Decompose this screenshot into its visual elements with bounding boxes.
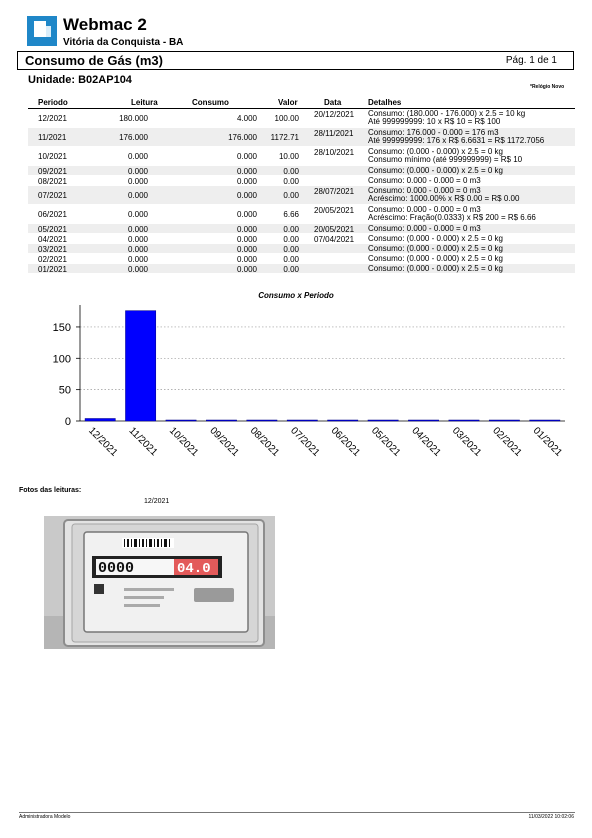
x-tick-label: 02/2021 — [490, 425, 524, 459]
cell-detalhes — [368, 206, 536, 222]
cell-leitura: 0.000 — [127, 152, 148, 161]
detail-line: Consumo: (0.000 - 0.000) x 2.5 = 0 kg — [368, 254, 503, 263]
table-row — [28, 166, 575, 175]
col-header-leitura: Leitura — [131, 98, 158, 107]
detail-line: Até 999999999: 10 x R$ 10 = R$ 100 — [368, 117, 501, 126]
footer-timestamp: 11/03/2022 10:02:06 — [528, 814, 574, 820]
cell-consumo: 0.000 — [236, 152, 257, 161]
bar — [125, 311, 155, 421]
cell-periodo: 08/2021 — [38, 177, 67, 186]
cell-data: 20/05/2021 — [314, 225, 355, 234]
table-row — [28, 128, 575, 146]
bar — [489, 420, 519, 421]
table-row — [28, 264, 575, 273]
detail-line: Consumo: (0.000 - 0.000) x 2.5 = 0 kg — [368, 234, 503, 243]
cell-periodo: 05/2021 — [38, 225, 67, 234]
detail-line: Consumo mínimo (até 999999999) = R$ 10 — [368, 155, 523, 164]
y-tick-label: 0 — [64, 416, 71, 428]
col-header-valor: Valor — [278, 98, 298, 107]
cell-consumo: 0.000 — [236, 167, 257, 176]
cell-detalhes — [368, 110, 525, 126]
col-header-periodo: Periodo — [38, 98, 68, 107]
cell-leitura: 0.000 — [127, 225, 148, 234]
cell-periodo: 03/2021 — [38, 245, 67, 254]
table-row — [28, 234, 575, 243]
x-tick-label: 11/2021 — [126, 425, 160, 459]
cell-leitura: 0.000 — [127, 177, 148, 186]
cell-detalhes — [368, 245, 503, 253]
detail-line: Até 999999999: 176 x R$ 6.6631 = R$ 1172.7056 — [368, 136, 545, 145]
meter-photo — [44, 516, 275, 649]
cell-detalhes — [368, 177, 481, 185]
cell-periodo: 06/2021 — [38, 210, 67, 219]
cell-periodo: 10/2021 — [38, 152, 67, 161]
cell-detalhes — [368, 225, 481, 233]
col-header-detalhes: Detalhes — [368, 98, 402, 107]
cell-valor: 100.00 — [274, 114, 299, 123]
x-tick-label: 08/2021 — [247, 425, 282, 459]
bar — [166, 420, 196, 421]
y-tick-label: 150 — [52, 321, 71, 334]
cell-valor: 6.66 — [283, 210, 299, 219]
cell-data: 28/10/2021 — [314, 148, 355, 157]
footer-rule — [19, 812, 575, 813]
table-row — [28, 176, 575, 185]
cell-leitura: 0.000 — [127, 191, 148, 200]
cell-leitura: 0.000 — [127, 210, 148, 219]
cell-consumo: 0.000 — [236, 177, 257, 186]
detail-line: Consumo: 176.000 - 0.000 = 176 m3 — [368, 128, 499, 137]
cell-valor: 0.00 — [283, 245, 299, 254]
unit-label: Unidade: B02AP104 — [28, 74, 132, 86]
cell-valor: 0.00 — [283, 235, 299, 244]
cell-leitura: 0.000 — [127, 255, 148, 264]
cell-valor: 0.00 — [283, 167, 299, 176]
bar — [85, 418, 115, 421]
bar — [287, 420, 317, 421]
cell-data: 20/05/2021 — [314, 206, 355, 215]
consumption-chart — [0, 300, 592, 475]
cell-data: 28/07/2021 — [314, 187, 355, 196]
col-header-consumo: Consumo — [192, 98, 229, 107]
bar — [247, 420, 277, 421]
report-title: Consumo de Gás (m3) — [25, 53, 163, 68]
cell-valor: 0.00 — [283, 191, 299, 200]
table-row — [28, 147, 575, 165]
x-tick-label: 05/2021 — [369, 425, 403, 459]
meter-digits: 0000 — [98, 560, 135, 577]
building-annex-icon — [46, 26, 51, 37]
page-number: Pág. 1 de 1 — [505, 55, 557, 66]
detail-line: Consumo: (0.000 - 0.000) x 2.5 = 0 kg — [368, 166, 503, 175]
detail-line: Consumo: (0.000 - 0.000) x 2.5 = 0 kg — [368, 264, 503, 273]
company-logo — [27, 16, 57, 46]
cell-valor: 0.00 — [283, 265, 299, 274]
x-tick-label: 07/2021 — [288, 425, 322, 459]
app-title: Webmac 2 — [63, 15, 147, 34]
cell-leitura: 0.000 — [127, 265, 148, 274]
cell-consumo: 0.000 — [236, 235, 257, 244]
x-tick-label: 04/2021 — [409, 425, 443, 459]
report-title-box — [17, 51, 574, 70]
detail-line: Consumo: (0.000 - 0.000) x 2.5 = 0 kg — [368, 147, 503, 156]
meter-note: *Relógio Novo — [530, 84, 565, 90]
bar — [408, 420, 438, 421]
cell-detalhes — [368, 255, 503, 263]
bar — [368, 420, 398, 421]
col-header-data: Data — [324, 98, 342, 107]
table-row — [28, 224, 575, 233]
photos-label: Fotos das leituras: — [19, 487, 82, 494]
y-tick-label: 100 — [52, 353, 71, 366]
city-subtitle: Vitória da Conquista - BA — [63, 37, 184, 48]
x-tick-label: 09/2021 — [207, 425, 241, 459]
cell-detalhes — [368, 235, 503, 243]
cell-leitura: 180.000 — [119, 114, 148, 123]
cell-consumo: 0.000 — [236, 210, 257, 219]
cell-consumo: 0.000 — [236, 225, 257, 234]
x-tick-label: 12/2021 — [86, 425, 120, 459]
cell-valor: 0.00 — [283, 225, 299, 234]
cell-consumo: 176.000 — [228, 133, 257, 142]
cell-data: 28/11/2021 — [314, 129, 354, 138]
cell-valor: 0.00 — [283, 255, 299, 264]
cell-leitura: 0.000 — [127, 235, 148, 244]
cell-consumo: 0.000 — [236, 255, 257, 264]
table-row — [28, 186, 575, 204]
cell-consumo: 0.000 — [236, 265, 257, 274]
cell-leitura: 176.000 — [119, 133, 148, 142]
detail-line: Consumo: 0.000 - 0.000 = 0 m3 — [368, 224, 481, 233]
detail-line: Consumo: (0.000 - 0.000) x 2.5 = 0 kg — [368, 244, 503, 253]
detail-line: Consumo: 0.000 - 0.000 = 0 m3 — [368, 186, 481, 195]
chart-title: Consumo x Periodo — [258, 291, 334, 300]
x-tick-label: 03/2021 — [449, 425, 484, 459]
detail-line: Consumo: 0.000 - 0.000 = 0 m3 — [368, 176, 481, 185]
photo-caption: 12/2021 — [144, 498, 170, 505]
table-row — [28, 244, 575, 253]
bar — [328, 420, 358, 421]
cell-periodo: 09/2021 — [38, 167, 67, 176]
cell-periodo: 11/2021 — [38, 133, 67, 142]
cell-periodo: 12/2021 — [38, 114, 67, 123]
cell-periodo: 07/2021 — [38, 191, 67, 200]
cell-detalhes — [368, 129, 544, 145]
cell-leitura: 0.000 — [127, 245, 148, 254]
table-row — [28, 205, 575, 223]
cell-periodo: 01/2021 — [38, 265, 67, 274]
detail-line: Consumo: 0.000 - 0.000 = 0 m3 — [368, 205, 481, 214]
cell-leitura: 0.000 — [127, 167, 148, 176]
cell-detalhes — [368, 167, 503, 175]
footer-company: Administradora Modelo — [19, 814, 71, 820]
table-row — [28, 109, 575, 127]
cell-consumo: 4.000 — [236, 114, 257, 123]
bar — [206, 420, 236, 421]
x-tick-label: 01/2021 — [530, 425, 565, 459]
building-icon — [34, 21, 46, 37]
cell-valor: 10.00 — [278, 152, 299, 161]
cell-consumo: 0.000 — [236, 191, 257, 200]
detail-line: Consumo: (180.000 - 176.000) x 2.5 = 10 kg — [368, 109, 526, 118]
cell-periodo: 04/2021 — [38, 235, 67, 244]
bar — [530, 420, 560, 421]
cell-data: 20/12/2021 — [314, 110, 355, 119]
cell-detalhes — [368, 265, 503, 273]
cell-data: 07/04/2021 — [314, 235, 355, 244]
detail-line: Acréscimo: Fração(0.0333) x R$ 200 = R$ 6.66 — [368, 213, 536, 222]
cell-detalhes — [368, 187, 519, 203]
cell-detalhes — [368, 148, 522, 164]
detail-line: Acréscimo: 1000.00% x R$ 0.00 = R$ 0.00 — [368, 194, 520, 203]
x-tick-label: 10/2021 — [166, 425, 201, 459]
cell-consumo: 0.000 — [236, 245, 257, 254]
meter-red-digits: 04.0 — [177, 561, 211, 577]
y-tick-label: 50 — [58, 384, 71, 397]
cell-valor: 1172.71 — [270, 133, 299, 142]
table-row — [28, 254, 575, 263]
cell-periodo: 02/2021 — [38, 255, 67, 264]
cell-valor: 0.00 — [283, 177, 299, 186]
bar — [449, 420, 479, 421]
x-tick-label: 06/2021 — [328, 425, 362, 459]
